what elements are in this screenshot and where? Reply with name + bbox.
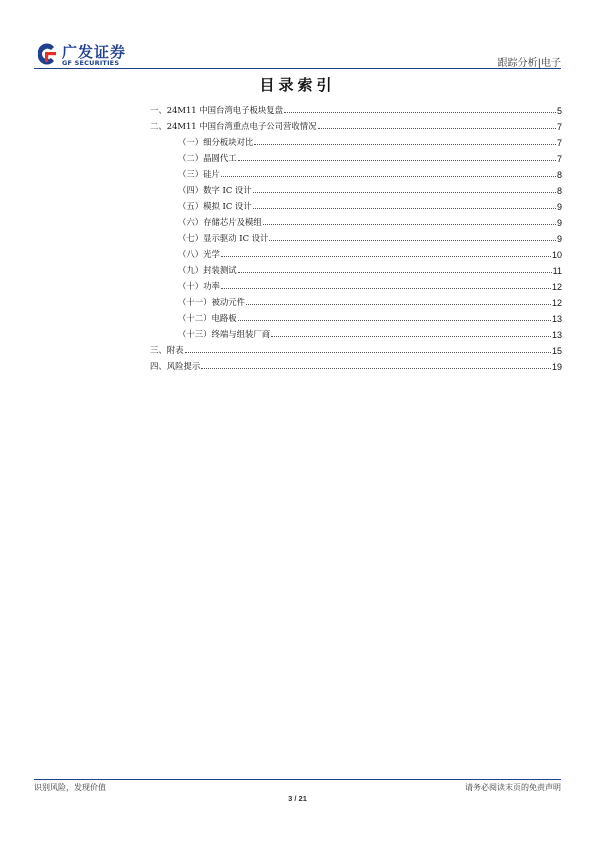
toc-dot-leader bbox=[246, 304, 551, 305]
gf-logo-icon bbox=[34, 41, 60, 67]
toc-entry-page: 9 bbox=[556, 202, 562, 212]
toc-entry-page: 9 bbox=[556, 218, 562, 228]
logo-english-name: GF SECURITIES bbox=[62, 59, 120, 67]
toc-entry[interactable] bbox=[150, 228, 562, 244]
toc-entry-label: （八）光学 bbox=[178, 249, 220, 259]
toc-entry-label: （一）细分板块对比 bbox=[178, 137, 254, 147]
toc-entry-page: 7 bbox=[556, 122, 562, 132]
toc-entry-page: 7 bbox=[556, 154, 562, 164]
toc-entry-label: （十二）电路板 bbox=[178, 313, 237, 323]
toc-title: 目录索引 bbox=[259, 76, 336, 94]
toc-dot-leader bbox=[221, 288, 551, 289]
toc-entry[interactable] bbox=[150, 340, 562, 356]
toc-dot-leader bbox=[269, 240, 556, 241]
toc-entry[interactable] bbox=[150, 212, 562, 228]
toc-entry-label: （九）封装测试 bbox=[178, 265, 237, 275]
toc-dot-leader bbox=[263, 224, 556, 225]
toc-entry[interactable] bbox=[150, 292, 562, 308]
toc-entry-label: （五）模拟 IC 设计 bbox=[178, 201, 252, 211]
toc-entry-label: （三）硅片 bbox=[178, 169, 220, 179]
toc-dot-leader bbox=[201, 368, 551, 369]
toc-dot-leader bbox=[185, 352, 551, 353]
toc-entry-page: 7 bbox=[556, 138, 562, 148]
toc-dot-leader bbox=[253, 208, 556, 209]
toc-dot-leader bbox=[221, 176, 556, 177]
footer-slogan: 识别风险，发现价值 bbox=[34, 783, 106, 792]
toc-dot-leader bbox=[221, 256, 551, 257]
footer-disclaimer-note: 请务必阅读末页的免责声明 bbox=[465, 783, 561, 792]
toc-entry[interactable] bbox=[150, 244, 562, 260]
toc-entry-page: 9 bbox=[556, 234, 562, 244]
toc-entry-page: 13 bbox=[551, 330, 562, 340]
toc-dot-leader bbox=[271, 336, 551, 337]
footer-divider bbox=[34, 779, 561, 780]
toc-dot-leader bbox=[318, 128, 556, 129]
toc-entry[interactable] bbox=[150, 260, 562, 276]
toc-entry[interactable] bbox=[150, 356, 562, 372]
toc-entry-page: 8 bbox=[556, 170, 562, 180]
toc-entry-page: 10 bbox=[551, 250, 562, 260]
toc-entry[interactable] bbox=[150, 132, 562, 148]
toc-entry[interactable] bbox=[150, 324, 562, 340]
toc-entry[interactable] bbox=[150, 164, 562, 180]
toc-entry[interactable] bbox=[150, 148, 562, 164]
toc-entry-label: （七）显示驱动 IC 设计 bbox=[178, 233, 269, 243]
toc-entry-page: 19 bbox=[551, 362, 562, 372]
toc-entry[interactable] bbox=[150, 180, 562, 196]
toc-entry-label: 三、附表 bbox=[150, 345, 184, 355]
logo-chinese-name: 广发证券 bbox=[62, 43, 127, 61]
toc-entry[interactable] bbox=[150, 196, 562, 212]
company-logo bbox=[34, 41, 154, 69]
toc-entry-label: （十一）被动元件 bbox=[178, 297, 245, 307]
toc-entry-page: 8 bbox=[556, 186, 562, 196]
toc-dot-leader bbox=[254, 144, 556, 145]
toc-entry-label: （六）存储芯片及模组 bbox=[178, 217, 262, 227]
toc-entry-page: 13 bbox=[551, 314, 562, 324]
table-of-contents bbox=[150, 100, 562, 372]
toc-dot-leader bbox=[253, 192, 556, 193]
toc-entry[interactable] bbox=[150, 276, 562, 292]
toc-entry-label: （四）数字 IC 设计 bbox=[178, 185, 252, 195]
toc-entry-label: 一、24M11 中国台湾电子板块复盘 bbox=[150, 105, 284, 115]
report-type: 跟踪分析|电子 bbox=[497, 58, 561, 69]
toc-entry-page: 12 bbox=[551, 298, 562, 308]
toc-dot-leader bbox=[284, 112, 556, 113]
toc-entry-label: （十）功率 bbox=[178, 281, 220, 291]
toc-entry-label: （十三）终端与组装厂商 bbox=[178, 329, 271, 339]
toc-dot-leader bbox=[238, 320, 551, 321]
toc-dot-leader bbox=[238, 160, 556, 161]
toc-entry-label: 四、风险提示 bbox=[150, 361, 201, 371]
toc-entry[interactable] bbox=[150, 100, 562, 116]
toc-entry-label: （二）晶圆代工 bbox=[178, 153, 237, 163]
toc-entry-page: 15 bbox=[551, 346, 562, 356]
toc-dot-leader bbox=[238, 272, 552, 273]
toc-entry-label: 二、24M11 中国台湾重点电子公司营收情况 bbox=[150, 121, 317, 131]
page-number: 3 / 21 bbox=[288, 794, 307, 803]
toc-entry-page: 5 bbox=[556, 106, 562, 116]
toc-entry-page: 12 bbox=[551, 282, 562, 292]
header-divider bbox=[34, 68, 561, 69]
toc-entry[interactable] bbox=[150, 308, 562, 324]
toc-entry-page: 11 bbox=[552, 266, 562, 276]
toc-entry[interactable] bbox=[150, 116, 562, 132]
